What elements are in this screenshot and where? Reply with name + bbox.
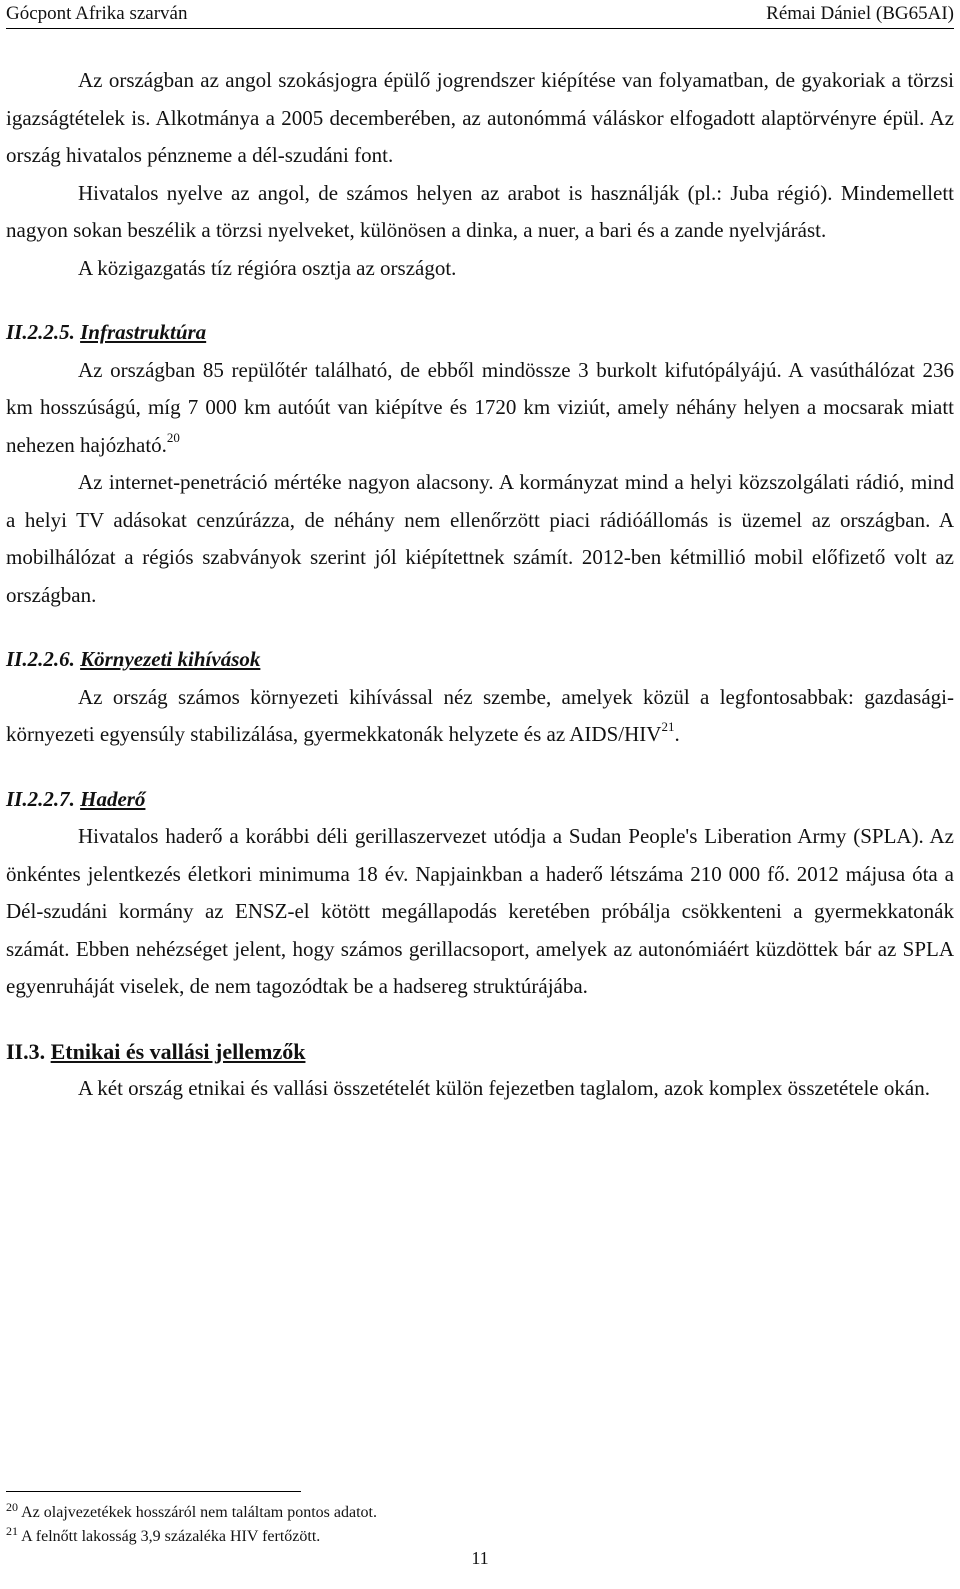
footnote-text: A felnőtt lakosság 3,9 százaléka HIV fertőzött.: [21, 1528, 321, 1545]
paragraph-administration: A közigazgatás tíz régióra osztja az országot.: [78, 255, 457, 280]
section-heading-ethnic-religious: [6, 1033, 954, 1071]
footnote-21: [6, 1525, 954, 1549]
footnote-text: Az olajvezetékek hosszáról nem találtam pontos adatot.: [21, 1504, 377, 1521]
paragraph-language: Hivatalos nyelve az angol, de számos helyen az arabot is használják (pl.: Juba régió). Mindemellett nagyon sokan beszélik a törzsi nyelveket, különösen a dinka, a nuer, a bari és a zande nyelvjárást.: [6, 180, 954, 242]
paragraph-transport: [6, 352, 954, 465]
document-body: [6, 62, 954, 1108]
section-heading-military: [6, 781, 954, 819]
section-number: II.2.2.7.: [6, 786, 75, 811]
section-title: Környezeti kihívások: [80, 647, 261, 671]
header-right-author: Rémai Dániel (BG65AI): [766, 3, 954, 24]
paragraph-text: Az országban 85 repülőtér található, de ebből mindössze 3 burkolt kifutópályájú. A vasúthálózat 236 km hosszúságú, míg 7 000 km autóút van kiépítve és 1720 km viziút, amely néhány helyen a mocsarak miatt nehezen hajózható.: [6, 357, 954, 457]
footnote-20: [6, 1501, 954, 1525]
page-number: 11: [471, 1548, 489, 1568]
section-heading-infrastructure: [6, 314, 954, 352]
paragraph-ethnic-religious: A két ország etnikai és vallási összetételét külön fejezetben taglalom, azok komplex összetétele okán.: [78, 1076, 930, 1100]
paragraph-legal-system: Az országban az angol szokásjogra épülő jogrendszer kiépítése van folyamatban, de gyakoriak a törzsi igazságtételek is. Alkotmánya a 2005 decemberében, az autonómmá váláskor elfogadott alaptörvényre épül. Az ország hivatalos pénzneme a dél-szudáni font.: [6, 68, 954, 167]
paragraph-text: Az ország számos környezeti kihívással néz szembe, amelyek közül a legfontosabbak: gazdasági-környezeti egyensúly stabilizálása, gyermekkatonák helyzete és az AIDS/HIV: [6, 684, 954, 746]
footnote-number: 21: [6, 1524, 18, 1538]
footnote-ref-20[interactable]: 20: [166, 429, 180, 445]
footnote-ref-21[interactable]: 21: [661, 719, 675, 734]
section-heading-environment: [6, 641, 954, 679]
footnotes: [6, 1501, 954, 1549]
section-number: II.2.2.5.: [6, 320, 75, 344]
footnote-separator: [6, 1491, 301, 1492]
paragraph-communications: Az internet-penetráció mértéke nagyon alacsony. A kormányzat mind a helyi közszolgálati rádió, mind a helyi TV adásokat cenzúrázza, de néhány nem ellenőrzött piaci rádióállomás is üzemel az országban. A mobilhálózat a régiós szabványok szerint jól kiépítettnek számít. 2012-ben kétmillió mobil előfizető volt az országban.: [6, 470, 954, 607]
paragraph-environment: [6, 679, 954, 754]
section-title: Haderő: [80, 786, 146, 811]
footnote-number: 20: [6, 1500, 18, 1514]
section-title: Infrastruktúra: [80, 320, 207, 344]
section-number: II.2.2.6.: [6, 647, 75, 671]
section-title: Etnikai és vallási jellemzők: [50, 1038, 306, 1064]
section-number: II.3.: [6, 1038, 46, 1064]
page-header: [6, 0, 954, 29]
paragraph-end: .: [674, 722, 680, 746]
header-left-title: Gócpont Afrika szarván: [6, 3, 188, 24]
paragraph-military: Hivatalos haderő a korábbi déli gerillaszervezet utódja a Sudan People's Liberation Army (SPLA). Az önkéntes jelentkezés életkori minimuma 18 év. Napjainkban a haderő létszáma 210 000 fő. 2012 májusa óta a Dél-szudáni kormány az ENSZ-el kötött megállapodás keretében próbálja csökkenteni a gyermekkatonák számát. Ebben nehézséget jelent, hogy számos gerillacsoport, amelyek az autonómiáért küzdöttek bár az SPLA egyenruháját viselek, de nem tagozódtak be a hadsereg struktúrájába.: [6, 824, 954, 998]
